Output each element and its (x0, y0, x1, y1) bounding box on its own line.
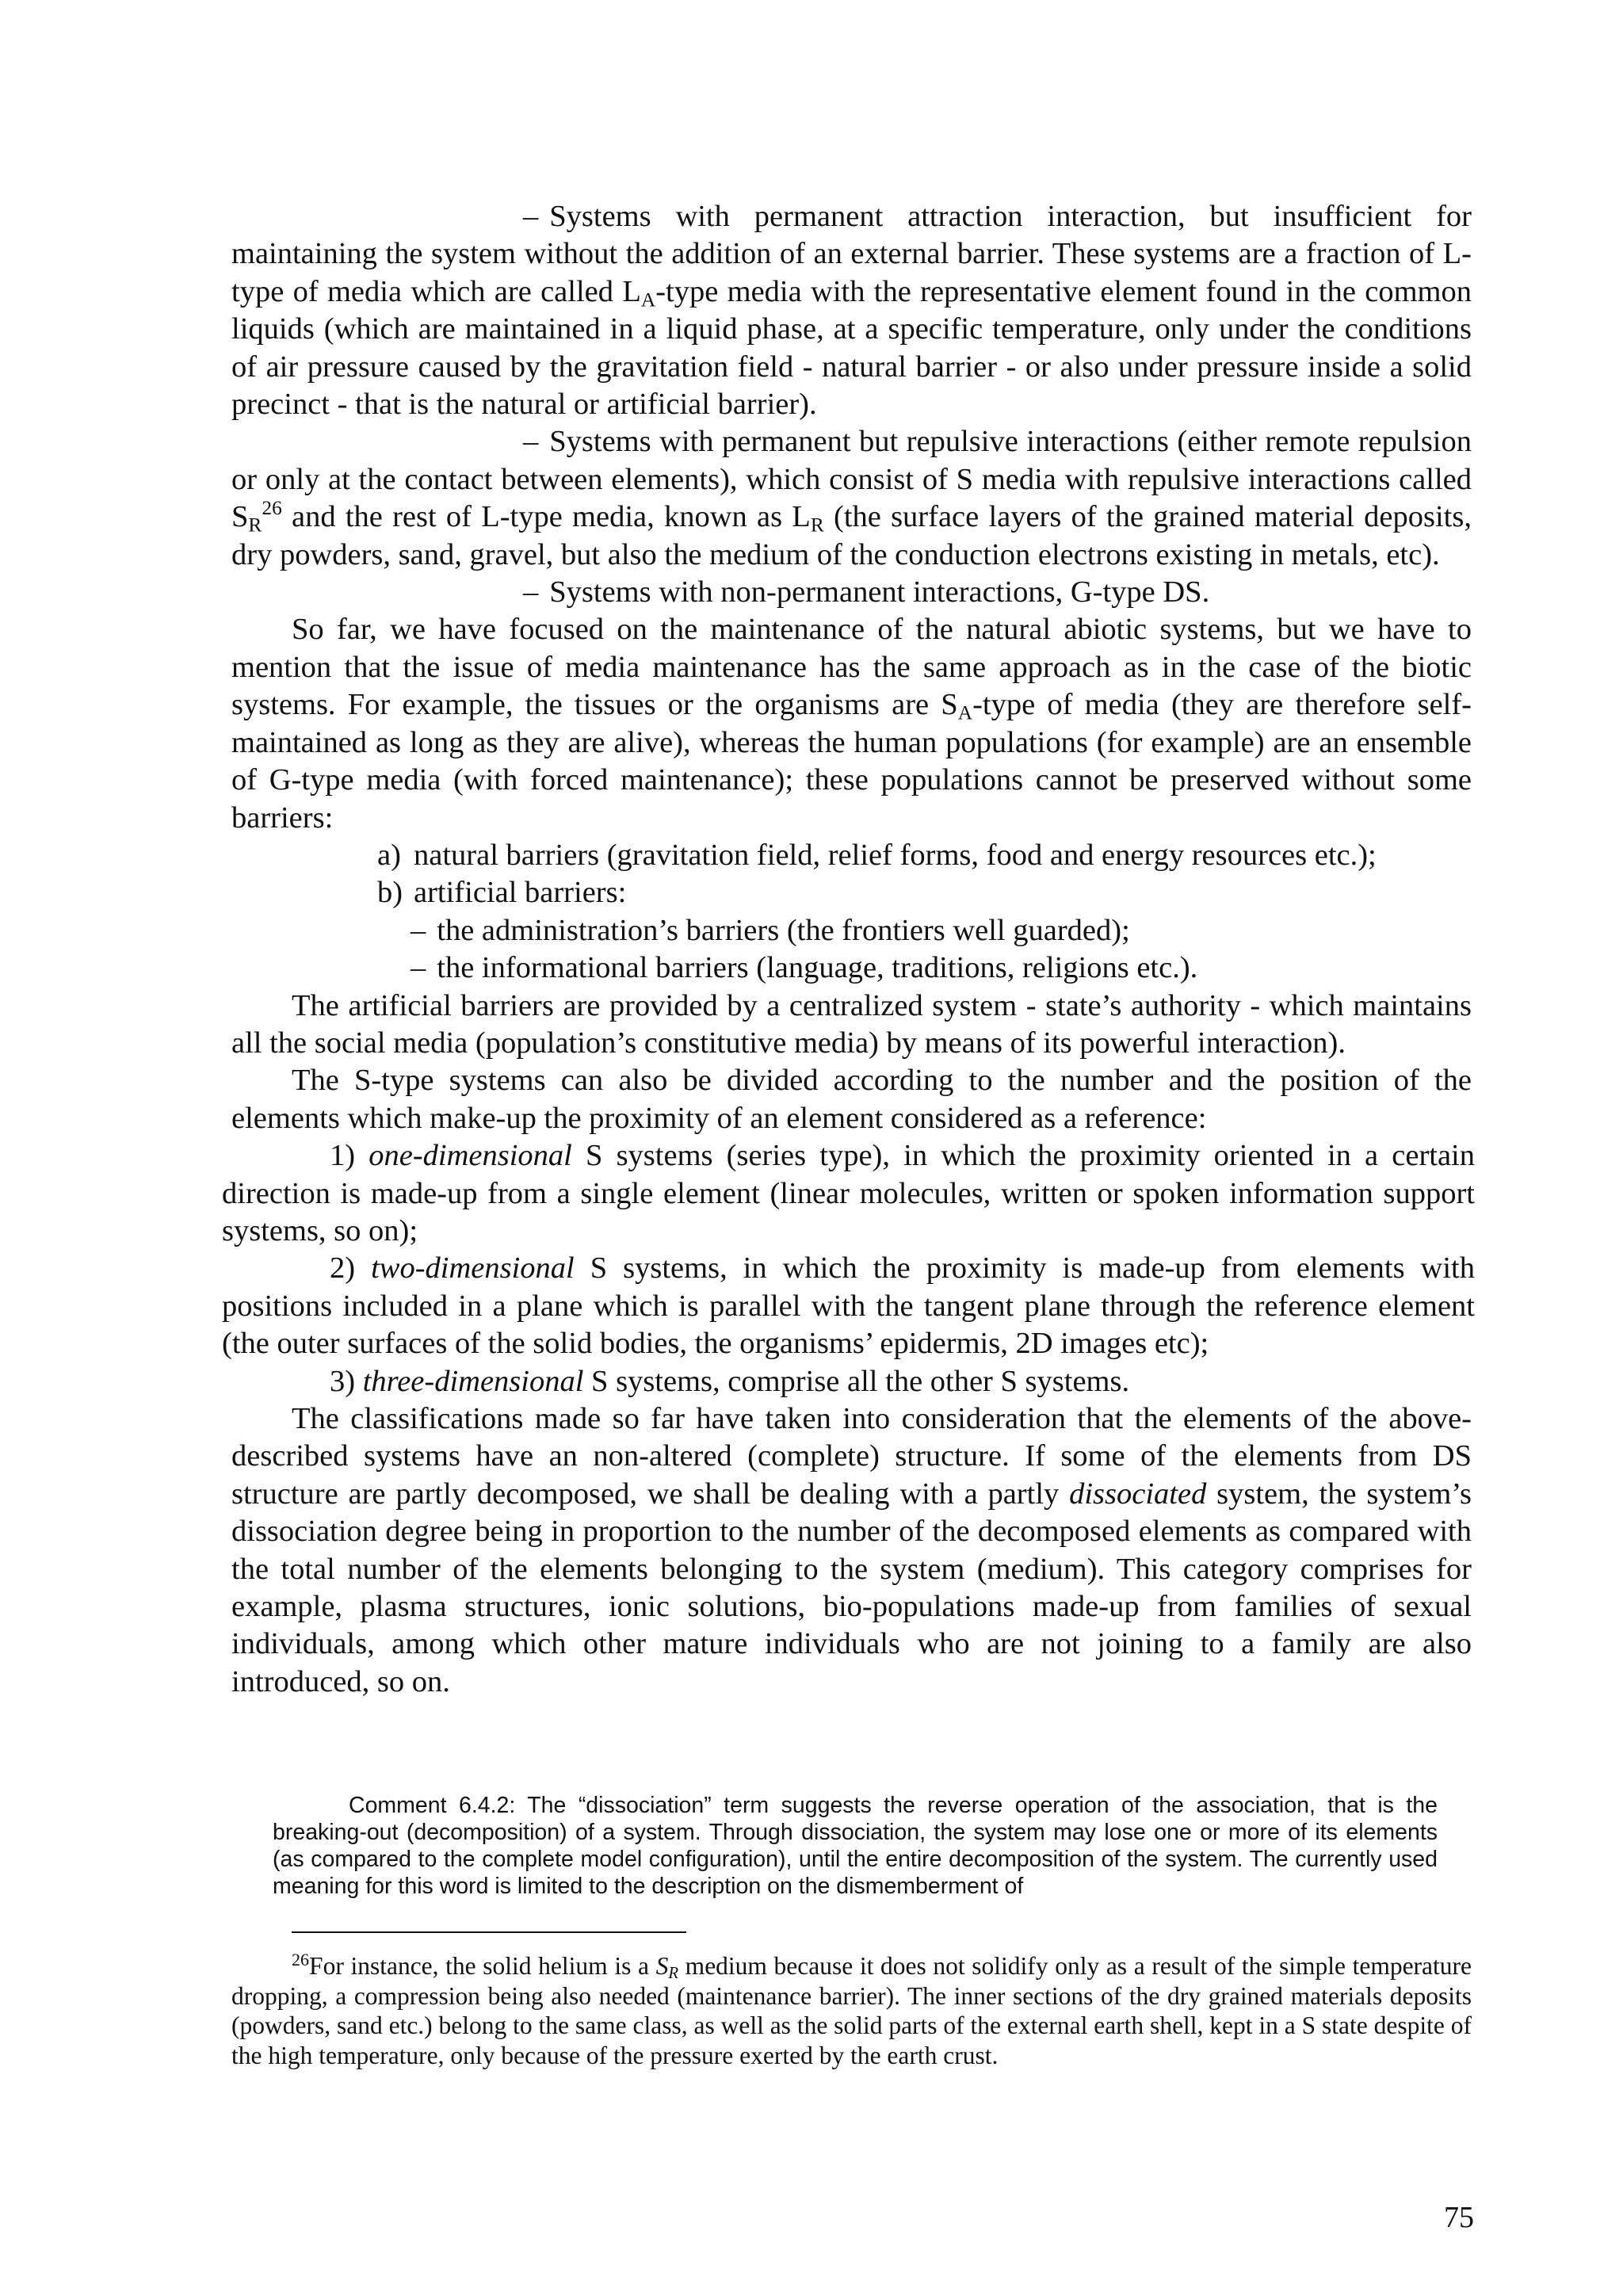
list-label: 3) (330, 1364, 356, 1398)
list-item-repulsive-systems: – Systems with permanent but repulsive interactions (either remote repulsion or only at the contact between elements), which consist of S media with repulsive interactions called $S_R^{26}$ and the rest of L-type media, known as $L_R$ (the surface layers of the grained material deposits, dry powders, sand, gravel, but also the medium of the conduction electrons existing in metals, etc). (231, 425, 1472, 571)
paragraph-dissociation: The classifications made so far have taken into consideration that the elements of the above-described systems have an non-altered (complete) structure. If some of the elements from DS structure are partly decomposed, we shall be dealing with a partly dissociated system, the system’s dissociation degree being in proportion to the number of the decomposed elements as compared with the total number of the elements belonging to the system (medium). This category comprises for example, plasma structures, ionic solutions, bio-populations made-up from families of sexual individuals, among which other mature individuals who are not joining to a family are also introduced, so on. (231, 1402, 1472, 1698)
footnote-number: 26 (292, 1949, 310, 1969)
list-item-attraction-systems: – Systems with permanent attraction interaction, but insufficient for maintaining the system without the addition of an external barrier. These systems are a fraction of L-type of media which are called $L_A$-type media with the representative element found in the common liquids (which are maintained in a liquid phase, at a specific temperature, only under the conditions of air pressure caused by the gravitation field - natural barrier - or also under pressure inside a solid precinct - that is the natural or artificial barrier). (231, 200, 1472, 422)
list-item-natural-barriers: a) natural barriers (gravitation field, relief forms, food and energy resources etc.); (231, 837, 1472, 874)
list-label: 2) (330, 1251, 356, 1286)
list-label: 1) (330, 1139, 356, 1173)
list-label: a) (377, 838, 401, 872)
comment-6-4-2: Comment 6.4.2: The “dissociation” term suggests the reverse operation of the association, that is the breaking-out (decomposition) of a system. Through dissociation, the system may lose one or more of its elements (as compared to the complete model configuration), until the entire decomposition of the system. The currently used meaning for this word is limited to the description on the dismemberment of (273, 1793, 1438, 1899)
dash-marker: – (411, 913, 426, 947)
list-item-three-dimensional: 3) three-dimensional S systems, comprise all the other S systems. (330, 1364, 1130, 1398)
paragraph-s-type-division: The S-type systems can also be divided according to the number and the position of the elements which make-up the proximity of an element considered as a reference: (231, 1064, 1472, 1135)
footnote-reference[interactable]: 26 (262, 497, 282, 520)
paragraph-artificial-barriers: The artificial barriers are provided by a centralized system - state’s authority - which maintains all the social media (population’s constitutive media) by means of its powerful interaction). (231, 988, 1472, 1060)
page-number: 75 (1444, 2201, 1474, 2234)
footnote-26: $^{26}$For instance, the solid helium is a $S_R$ medium because it does not solidify only as a result of the simple temperature dropping, a compression being also needed (maintenance barrier). The inner sections of the dry grained materials deposits (powders, sand etc.) belong to the same class, as well as the solid parts of the external earth shell, kept in a S state despite of the high temperature, only because of the pressure exerted by the earth crust. (231, 1949, 1472, 2069)
list-item-one-dimensional: 1) one-dimensional S systems (series type), in which the proximity oriented in a certain direction is made-up from a single element (linear molecules, written or spoken information support systems, so on); (222, 1139, 1475, 1247)
list-item-two-dimensional: 2) two-dimensional S systems, in which the proximity is made-up from elements with positions included in a plane which is parallel with the tangent plane through the reference element (the outer surfaces of the solid bodies, the organisms’ epidermis, 2D images etc); (222, 1251, 1476, 1361)
dash-marker: – (523, 425, 539, 459)
sublist-item-administration: – the administration’s barriers (the frontiers well guarded); (231, 912, 1472, 949)
dash-marker: – (523, 200, 539, 233)
list-label: b) (377, 876, 403, 910)
footnote-separator (292, 1931, 686, 1933)
paragraph-biotic-systems: So far, we have focused on the maintenance of the natural abiotic systems, but we have to mention that the issue of media maintenance has the same approach as in the case of the biotic systems. For example, the tissues or the organisms are $S_A$-type of media (they are therefore self-maintained as long as they are alive), whereas the human populations (for example) are an ensemble of G-type media (with forced maintenance); these populations cannot be preserved without some barriers: (231, 613, 1472, 835)
dash-marker: – (523, 575, 539, 609)
dash-marker: – (411, 951, 426, 985)
sublist-item-informational: – the informational barriers (language, traditions, religions etc.). (231, 949, 1472, 987)
list-item-non-permanent-systems: – Systems with non-permanent interactions, G-type DS. (231, 574, 1472, 611)
list-item-artificial-barriers: b) artificial barriers: (231, 874, 1472, 911)
main-text (222, 198, 1476, 1701)
